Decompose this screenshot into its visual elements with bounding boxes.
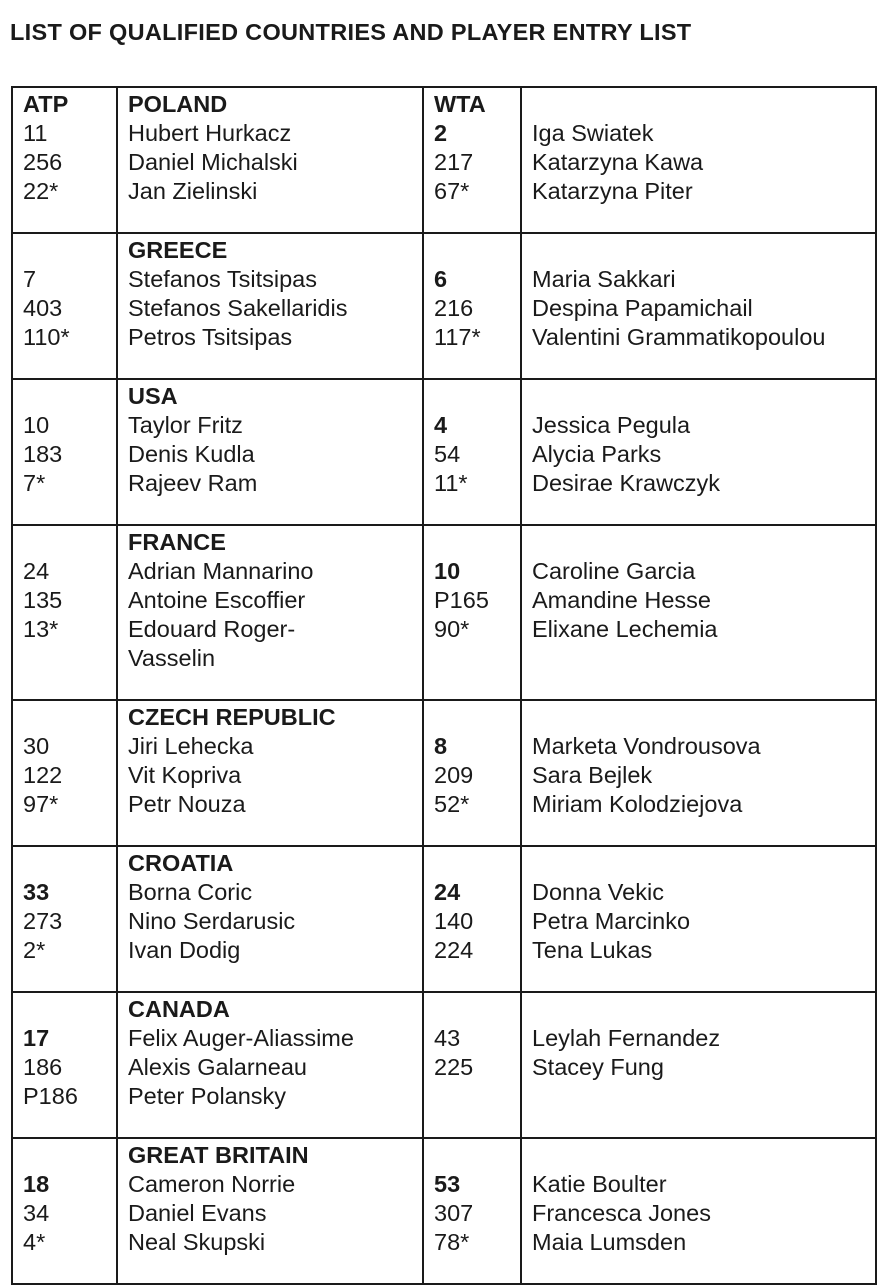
atp-rank: 273: [23, 908, 63, 934]
atp-player-name: Alexis Galarneau: [128, 1054, 307, 1080]
wta-player-name: Jessica Pegula: [532, 412, 691, 438]
atp-player-name: Vit Kopriva: [128, 762, 242, 788]
atp-player-name: Edouard Roger-: [128, 616, 296, 642]
wta-player-name: Alycia Parks: [532, 441, 662, 467]
atp-player-name: Nino Serdarusic: [128, 908, 296, 934]
atp-player-name: Rajeev Ram: [128, 470, 258, 496]
spacer: [532, 703, 875, 732]
wta-rank-cell: [423, 700, 521, 846]
wta-player-name: Francesca Jones: [532, 1200, 711, 1226]
atp-players-cell: [117, 700, 423, 846]
atp-rank-cell: [12, 846, 117, 992]
atp-rank: 183: [23, 441, 63, 467]
wta-player-name: Despina Papamichail: [532, 295, 753, 321]
atp-rank: 10: [23, 412, 50, 438]
atp-players-cell: [117, 846, 423, 992]
atp-rank-cell: [12, 992, 117, 1138]
wta-rank: 24: [434, 879, 461, 905]
atp-rank: 7: [23, 266, 37, 292]
wta-rank: 209: [434, 762, 474, 788]
spacer: [532, 849, 875, 878]
atp-rank-cell: [12, 233, 117, 379]
atp-rank: 186: [23, 1054, 63, 1080]
country-name: GREAT BRITAIN: [128, 1142, 309, 1168]
wta-rank: P165: [434, 587, 489, 613]
atp-player-name: Peter Polansky: [128, 1083, 287, 1109]
wta-rank: 307: [434, 1200, 474, 1226]
wta-rank-cell: [423, 525, 521, 700]
country-name: FRANCE: [128, 529, 226, 555]
atp-rank: 22*: [23, 178, 59, 204]
atp-rank-cell: [12, 700, 117, 846]
wta-rank: 225: [434, 1054, 474, 1080]
wta-player-name: Caroline Garcia: [532, 558, 696, 584]
wta-player-name: Desirae Krawczyk: [532, 470, 721, 496]
spacer: [23, 528, 116, 557]
wta-rank: 43: [434, 1025, 461, 1051]
wta-players-cell: [521, 233, 876, 379]
wta-player-name: Maria Sakkari: [532, 266, 676, 292]
spacer: [23, 1141, 116, 1170]
wta-players-cell: [521, 87, 876, 233]
country-name: CZECH REPUBLIC: [128, 704, 336, 730]
spacer: [532, 90, 875, 119]
spacer: [532, 528, 875, 557]
wta-players-cell: [521, 379, 876, 525]
atp-player-name: Petr Nouza: [128, 791, 246, 817]
wta-rank-cell: [423, 1138, 521, 1284]
wta-players-cell: [521, 525, 876, 700]
country-name: GREECE: [128, 237, 228, 263]
atp-players-cell: [117, 1138, 423, 1284]
spacer: [434, 528, 520, 557]
wta-players-cell: [521, 992, 876, 1138]
spacer: [532, 995, 875, 1024]
atp-rank: 110*: [23, 324, 70, 350]
entry-table-body: [12, 87, 876, 1284]
country-name: CROATIA: [128, 850, 234, 876]
atp-players-cell: [117, 992, 423, 1138]
wta-players-cell: [521, 846, 876, 992]
atp-players-cell: [117, 233, 423, 379]
atp-player-name: Jan Zielinski: [128, 178, 258, 204]
spacer: [23, 236, 116, 265]
country-row: [12, 992, 876, 1138]
atp-player-name: Stefanos Tsitsipas: [128, 266, 317, 292]
wta-player-name: Donna Vekic: [532, 879, 664, 905]
atp-rank-cell: [12, 379, 117, 525]
wta-player-name: Miriam Kolodziejova: [532, 791, 743, 817]
atp-player-name: Felix Auger-Aliassime: [128, 1025, 354, 1051]
country-name: CANADA: [128, 996, 230, 1022]
country-row: [12, 233, 876, 379]
wta-player-name: Tena Lukas: [532, 937, 653, 963]
wta-player-name: Katarzyna Kawa: [532, 149, 704, 175]
wta-rank-cell: [423, 992, 521, 1138]
atp-rank: 4*: [23, 1229, 46, 1255]
atp-rank-cell: [12, 1138, 117, 1284]
wta-rank-cell: [423, 379, 521, 525]
entry-table: [11, 86, 877, 1285]
atp-rank: 34: [23, 1200, 50, 1226]
spacer: [434, 382, 520, 411]
wta-header: WTA: [434, 91, 486, 117]
wta-rank: 67*: [434, 178, 470, 204]
atp-rank: P186: [23, 1083, 78, 1109]
wta-player-name: Valentini Grammatikopoulou: [532, 324, 826, 350]
atp-players-cell: [117, 525, 423, 700]
atp-player-name: Vasselin: [128, 645, 216, 671]
wta-player-name: Katarzyna Piter: [532, 178, 693, 204]
atp-player-name: Hubert Hurkacz: [128, 120, 292, 146]
atp-player-name: Borna Coric: [128, 879, 253, 905]
country-name: POLAND: [128, 91, 228, 117]
atp-player-name: Adrian Mannarino: [128, 558, 314, 584]
atp-rank: 256: [23, 149, 63, 175]
wta-player-name: Petra Marcinko: [532, 908, 691, 934]
atp-players-cell: [117, 379, 423, 525]
atp-players-cell: [117, 87, 423, 233]
wta-rank: 90*: [434, 616, 470, 642]
atp-rank: 11: [23, 120, 48, 146]
wta-rank: 2: [434, 120, 448, 146]
spacer: [434, 995, 520, 1024]
spacer: [532, 1141, 875, 1170]
atp-player-name: Petros Tsitsipas: [128, 324, 293, 350]
country-row: [12, 846, 876, 992]
wta-rank: 4: [434, 412, 448, 438]
country-row: [12, 525, 876, 700]
wta-rank: 10: [434, 558, 461, 584]
spacer: [434, 703, 520, 732]
spacer: [434, 1141, 520, 1170]
spacer: [434, 236, 520, 265]
wta-rank-cell: [423, 87, 521, 233]
atp-rank: 2*: [23, 937, 46, 963]
atp-rank-cell: [12, 525, 117, 700]
wta-player-name: Amandine Hesse: [532, 587, 711, 613]
atp-player-name: Ivan Dodig: [128, 937, 241, 963]
wta-player-name: Leylah Fernandez: [532, 1025, 721, 1051]
atp-rank: 135: [23, 587, 63, 613]
wta-player-name: Maia Lumsden: [532, 1229, 687, 1255]
spacer: [532, 382, 875, 411]
atp-player-name: Denis Kudla: [128, 441, 255, 467]
country-row: [12, 87, 876, 233]
atp-player-name: Stefanos Sakellaridis: [128, 295, 348, 321]
atp-rank: 7*: [23, 470, 46, 496]
atp-rank: 97*: [23, 791, 59, 817]
atp-rank: 18: [23, 1171, 50, 1197]
country-row: [12, 379, 876, 525]
atp-player-name: Neal Skupski: [128, 1229, 266, 1255]
atp-player-name: Cameron Norrie: [128, 1171, 296, 1197]
atp-player-name: Daniel Michalski: [128, 149, 298, 175]
spacer: [23, 382, 116, 411]
wta-rank-cell: [423, 233, 521, 379]
spacer: [23, 995, 116, 1024]
atp-rank: 122: [23, 762, 63, 788]
wta-player-name: Katie Boulter: [532, 1171, 667, 1197]
atp-rank: 33: [23, 879, 50, 905]
wta-players-cell: [521, 700, 876, 846]
wta-rank: 52*: [434, 791, 470, 817]
spacer: [434, 849, 520, 878]
atp-header: ATP: [23, 91, 69, 117]
wta-rank: 117*: [434, 324, 481, 350]
atp-player-name: Daniel Evans: [128, 1200, 267, 1226]
wta-rank: 6: [434, 266, 448, 292]
spacer: [532, 236, 875, 265]
wta-rank: 216: [434, 295, 474, 321]
country-row: [12, 1138, 876, 1284]
page-title: LIST OF QUALIFIED COUNTRIES AND PLAYER ENTRY LIST: [10, 19, 692, 45]
spacer: [23, 703, 116, 732]
wta-player-name: Stacey Fung: [532, 1054, 664, 1080]
atp-rank: 24: [23, 558, 50, 584]
atp-rank: 403: [23, 295, 63, 321]
atp-rank: 17: [23, 1025, 50, 1051]
country-row: [12, 700, 876, 846]
wta-rank: 54: [434, 441, 461, 467]
atp-player-name: Jiri Lehecka: [128, 733, 254, 759]
atp-rank: 13*: [23, 616, 59, 642]
country-name: USA: [128, 383, 178, 409]
atp-rank-cell: [12, 87, 117, 233]
wta-player-name: Sara Bejlek: [532, 762, 653, 788]
wta-rank: 217: [434, 149, 474, 175]
wta-rank-cell: [423, 846, 521, 992]
wta-rank: 8: [434, 733, 448, 759]
wta-rank: 11*: [434, 470, 468, 496]
wta-player-name: Marketa Vondrousova: [532, 733, 761, 759]
wta-players-cell: [521, 1138, 876, 1284]
atp-player-name: Taylor Fritz: [128, 412, 243, 438]
spacer: [23, 849, 116, 878]
wta-rank: 78*: [434, 1229, 470, 1255]
wta-player-name: Iga Swiatek: [532, 120, 654, 146]
wta-rank: 224: [434, 937, 474, 963]
atp-rank: 30: [23, 733, 50, 759]
wta-player-name: Elixane Lechemia: [532, 616, 718, 642]
wta-rank: 53: [434, 1171, 461, 1197]
wta-rank: 140: [434, 908, 474, 934]
atp-player-name: Antoine Escoffier: [128, 587, 306, 613]
